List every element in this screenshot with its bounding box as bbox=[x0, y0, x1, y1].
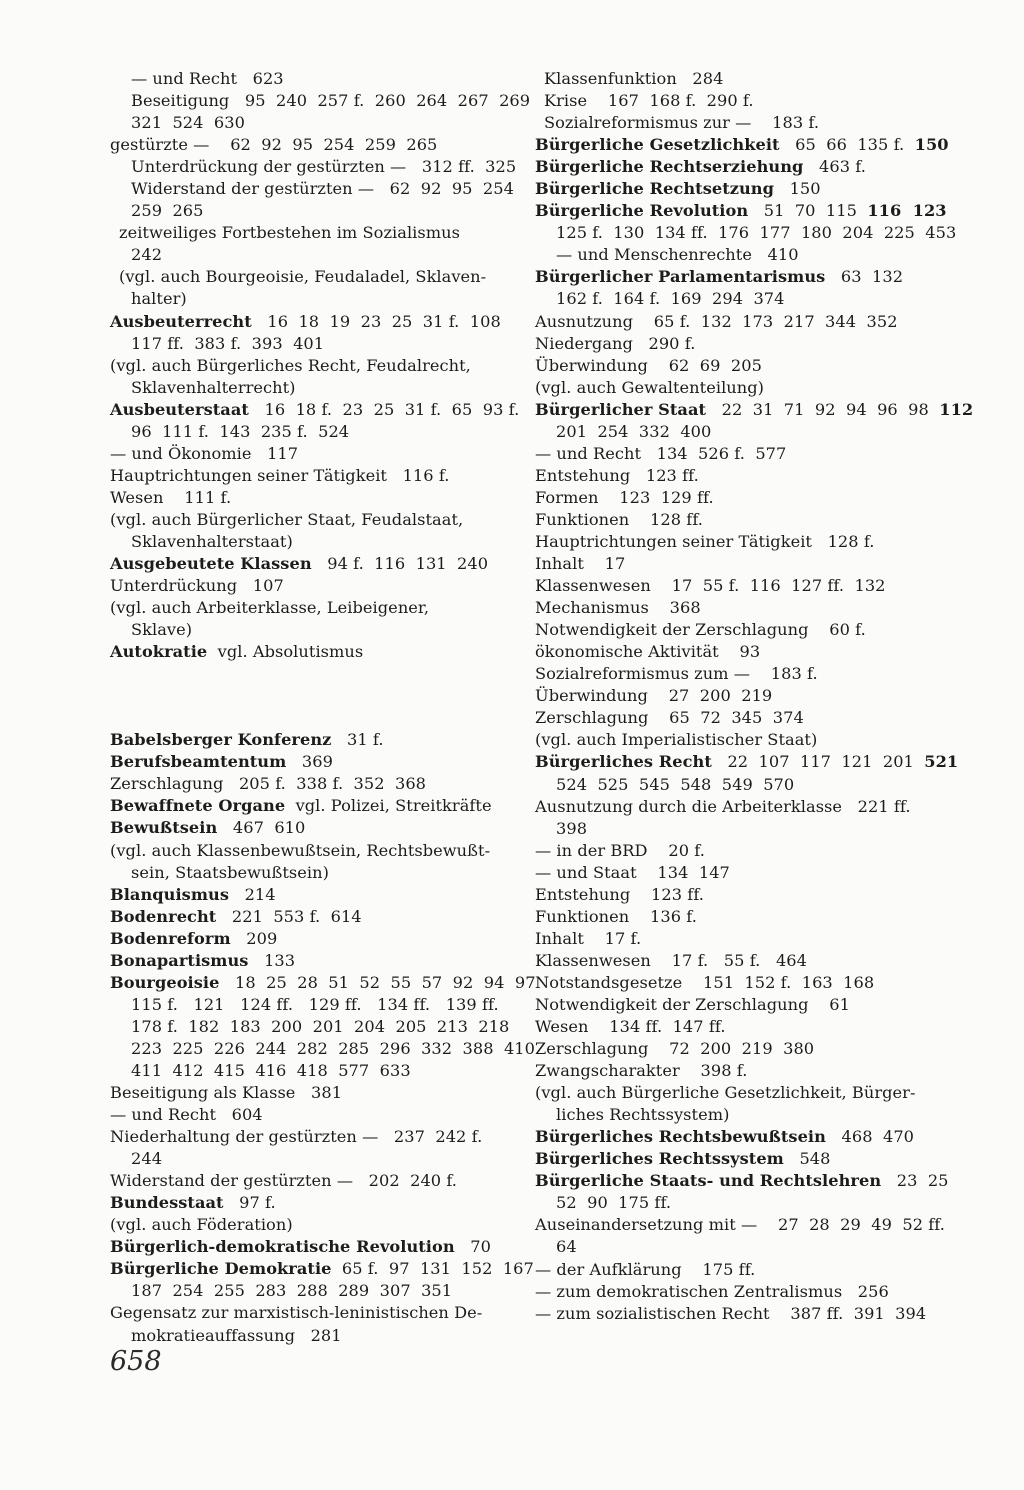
index-line bbox=[110, 906, 530, 928]
index-heading: Ausgebeutete Klassen bbox=[110, 554, 312, 574]
index-heading: Bundesstaat bbox=[110, 1193, 224, 1213]
index-refs: 51 70 115 bbox=[748, 201, 868, 221]
index-heading: Bürgerliche Gesetzlichkeit bbox=[535, 135, 780, 155]
index-refs: 214 bbox=[229, 884, 276, 904]
index-line: Inhalt 17 bbox=[535, 554, 626, 574]
index-line bbox=[535, 266, 980, 288]
index-line: Wesen 134 ff. 147 ff. bbox=[535, 1017, 726, 1037]
index-line: Überwindung 62 69 205 bbox=[535, 355, 762, 375]
index-heading: Ausbeuterrecht bbox=[110, 311, 252, 331]
index-line: zeitweiliges Fortbestehen im Sozialismus bbox=[119, 223, 461, 243]
index-line bbox=[535, 1170, 980, 1192]
index-line: Auseinandersetzung mit — 27 28 29 49 52 ff. bbox=[535, 1215, 945, 1235]
page-number: 658 bbox=[110, 1346, 162, 1377]
index-line bbox=[535, 134, 980, 156]
index-line bbox=[110, 817, 530, 839]
index-line: — zum sozialistischen Recht 387 ff. 391 394 bbox=[535, 1303, 927, 1323]
index-line: (vgl. auch Klassenbewußtsein, Rechtsbewußt- bbox=[110, 840, 491, 860]
index-line: (vgl. auch Bürgerliche Gesetzlichkeit, Bürger- bbox=[535, 1083, 916, 1103]
index-line: Hauptrichtungen seiner Tätigkeit 128 f. bbox=[535, 531, 875, 551]
index-line: halter) bbox=[131, 289, 187, 309]
index-line bbox=[110, 795, 530, 817]
index-line: 64 bbox=[556, 1237, 577, 1257]
index-line: Sklavenhalterstaat) bbox=[131, 531, 293, 551]
index-column-right bbox=[535, 68, 980, 1325]
index-heading: Berufsbeamtentum bbox=[110, 752, 287, 772]
index-line: — der Aufklärung 175 ff. bbox=[535, 1259, 756, 1279]
index-line bbox=[110, 928, 530, 950]
index-line: 411 412 415 416 418 577 633 bbox=[131, 1060, 411, 1080]
index-line: ökonomische Aktivität 93 bbox=[535, 642, 761, 662]
index-line: (vgl. auch Imperialistischer Staat) bbox=[535, 730, 818, 750]
index-refs: 16 18 f. 23 25 31 f. 65 93 f. bbox=[248, 399, 520, 419]
index-line bbox=[110, 1258, 534, 1280]
index-line: — und Staat 134 147 bbox=[535, 862, 730, 882]
index-refs: vgl. Polizei, Streitkräfte bbox=[285, 796, 492, 816]
index-line: Überwindung 27 200 219 bbox=[535, 686, 773, 706]
index-heading: Bourgeoisie bbox=[110, 972, 220, 992]
index-heading: Bürgerlicher Staat bbox=[535, 399, 707, 419]
index-line: 117 ff. 383 f. 393 401 bbox=[131, 333, 325, 353]
index-refs-bold: 521 bbox=[924, 752, 959, 772]
index-line: 524 525 545 548 549 570 bbox=[556, 774, 795, 794]
index-line: gestürzte — 62 92 95 254 259 265 bbox=[110, 135, 438, 155]
index-refs-bold: 112 bbox=[939, 399, 974, 419]
index-line: — und Recht 623 bbox=[131, 69, 284, 88]
index-heading: Blanquismus bbox=[110, 884, 229, 904]
index-line: Zerschlagung 65 72 345 374 bbox=[535, 708, 804, 728]
index-line: Unterdrückung 107 bbox=[110, 576, 284, 596]
index-refs-bold: 116 123 bbox=[867, 201, 947, 221]
index-line: — und Recht 604 bbox=[110, 1105, 263, 1125]
index-line: 244 bbox=[131, 1149, 163, 1169]
index-refs: 18 25 28 51 52 55 57 92 94 97 bbox=[219, 972, 536, 992]
index-line: Klassenwesen 17 55 f. 116 127 ff. 132 bbox=[535, 576, 886, 596]
index-heading: Bürgerliches Rechtsbewußtsein bbox=[535, 1127, 826, 1147]
index-line: 162 f. 164 f. 169 294 374 bbox=[556, 289, 785, 309]
index-refs: 467 610 bbox=[217, 818, 306, 838]
index-line: Sklavenhalterrecht) bbox=[131, 377, 296, 397]
index-line: Sozialreformismus zum — 183 f. bbox=[535, 664, 818, 684]
index-line bbox=[110, 663, 530, 707]
index-line bbox=[110, 399, 530, 421]
index-line: Niederhaltung der gestürzten — 237 242 f. bbox=[110, 1127, 483, 1147]
index-refs: 468 470 bbox=[825, 1127, 915, 1147]
index-refs: 133 bbox=[248, 950, 296, 970]
index-heading: Bürgerliches Rechtssystem bbox=[535, 1149, 784, 1169]
index-refs: 31 f. bbox=[331, 730, 384, 750]
index-line: Zerschlagung 72 200 219 380 bbox=[535, 1039, 815, 1059]
index-line: 201 254 332 400 bbox=[556, 421, 712, 441]
index-refs: 97 f. bbox=[223, 1193, 276, 1213]
index-refs: 70 bbox=[454, 1237, 491, 1257]
index-line: Klassenfunktion 284 bbox=[544, 69, 724, 88]
index-line: mokratieauffassung 281 bbox=[131, 1325, 342, 1345]
index-heading: Autokratie bbox=[110, 642, 208, 662]
index-heading: Bürgerliche Staats- und Rechtslehren bbox=[535, 1171, 882, 1191]
index-line: liches Rechtssystem) bbox=[556, 1105, 730, 1125]
index-line bbox=[535, 1126, 980, 1148]
index-heading: Bürgerliche Rechtsetzung bbox=[535, 179, 774, 199]
index-line: 242 bbox=[131, 245, 163, 265]
index-line: Sozialreformismus zur — 183 f. bbox=[544, 113, 820, 133]
index-line bbox=[110, 729, 530, 751]
index-line: 125 f. 130 134 ff. 176 177 180 204 225 453 bbox=[556, 223, 957, 243]
index-line: Zerschlagung 205 f. 338 f. 352 368 bbox=[110, 774, 427, 794]
index-heading: Bürgerliche Revolution bbox=[535, 201, 749, 221]
index-heading: Bürgerlich-demokratische Revolution bbox=[110, 1237, 455, 1257]
index-heading: Babelsberger Konferenz bbox=[110, 730, 332, 750]
index-line: (vgl. auch Bourgeoisie, Feudaladel, Sklaven- bbox=[119, 267, 487, 287]
index-line bbox=[110, 950, 530, 972]
index-line: Hauptrichtungen seiner Tätigkeit 116 f. bbox=[110, 465, 450, 485]
index-line: Unterdrückung der gestürzten — 312 ff. 325 bbox=[131, 157, 517, 177]
index-line bbox=[535, 399, 980, 421]
index-line: Widerstand der gestürzten — 62 92 95 254 bbox=[131, 179, 514, 199]
index-line: 398 bbox=[556, 818, 588, 838]
index-line: (vgl. auch Föderation) bbox=[110, 1215, 293, 1235]
index-line: Entstehung 123 ff. bbox=[535, 884, 705, 904]
index-line: (vgl. auch Gewaltenteilung) bbox=[535, 377, 765, 397]
index-refs: 548 bbox=[783, 1149, 831, 1169]
index-line: Niedergang 290 f. bbox=[535, 333, 696, 353]
index-heading: Ausbeuterstaat bbox=[110, 399, 249, 419]
index-line: (vgl. auch Arbeiterklasse, Leibeigener, bbox=[110, 598, 430, 618]
index-line bbox=[535, 178, 980, 200]
index-line: Sklave) bbox=[131, 620, 193, 640]
index-line: Beseitigung 95 240 257 f. 260 264 267 269 bbox=[131, 91, 531, 111]
index-heading: Bodenrecht bbox=[110, 906, 217, 926]
index-line: Klassenwesen 17 f. 55 f. 464 bbox=[535, 950, 807, 970]
index-heading: Bürgerliches Recht bbox=[535, 752, 712, 772]
index-line: 96 111 f. 143 235 f. 524 bbox=[131, 421, 350, 441]
index-line bbox=[110, 751, 530, 773]
index-refs: 23 25 bbox=[881, 1171, 949, 1191]
index-line: — und Recht 134 526 f. 577 bbox=[535, 443, 787, 463]
index-line: Beseitigung als Klasse 381 bbox=[110, 1083, 343, 1103]
index-line: 223 225 226 244 282 285 296 332 388 410 bbox=[131, 1038, 535, 1058]
index-line: — und Ökonomie 117 bbox=[110, 443, 299, 463]
index-column-left bbox=[110, 68, 536, 1347]
index-line bbox=[110, 311, 530, 333]
index-line bbox=[535, 156, 980, 178]
index-line bbox=[110, 641, 530, 663]
index-heading: Bodenreform bbox=[110, 928, 231, 948]
index-refs: vgl. Absolutismus bbox=[207, 642, 364, 662]
index-line: Notstandsgesetze 151 152 f. 163 168 bbox=[535, 972, 875, 992]
index-line: 259 265 bbox=[131, 201, 204, 221]
index-heading: Bürgerliche Rechtserziehung bbox=[535, 157, 804, 177]
index-line: Notwendigkeit der Zerschlagung 61 bbox=[535, 994, 850, 1014]
index-heading: Bewußtsein bbox=[110, 818, 218, 838]
index-refs: 65 66 135 f. bbox=[779, 135, 915, 155]
index-line: Ausnutzung durch die Arbeiterklasse 221 ff. bbox=[535, 796, 911, 816]
index-line: Entstehung 123 ff. bbox=[535, 465, 699, 485]
index-line: Gegensatz zur marxistisch-leninistischen De- bbox=[110, 1303, 483, 1323]
index-line: Krise 167 168 f. 290 f. bbox=[544, 91, 754, 111]
index-refs: 209 bbox=[230, 928, 278, 948]
index-line bbox=[110, 707, 530, 729]
index-line: Widerstand der gestürzten — 202 240 f. bbox=[110, 1171, 457, 1191]
index-line: — in der BRD 20 f. bbox=[535, 840, 705, 860]
index-line bbox=[110, 553, 530, 575]
index-heading: Bürgerliche Demokratie bbox=[110, 1259, 332, 1279]
index-refs: 63 132 bbox=[825, 267, 904, 287]
index-line bbox=[535, 751, 980, 773]
index-refs: 16 18 19 23 25 31 f. 108 bbox=[251, 311, 501, 331]
index-line: — zum demokratischen Zentralismus 256 bbox=[535, 1281, 889, 1301]
index-refs-bold: 150 bbox=[914, 135, 949, 155]
index-line: Inhalt 17 f. bbox=[535, 928, 642, 948]
index-refs: 94 f. 116 131 240 bbox=[311, 554, 489, 574]
index-refs: 369 bbox=[286, 752, 333, 772]
index-line: 52 90 175 ff. bbox=[556, 1193, 672, 1213]
index-refs: 22 31 71 92 94 96 98 bbox=[706, 399, 940, 419]
index-line bbox=[535, 200, 980, 222]
index-heading: Bürgerlicher Parlamentarismus bbox=[535, 267, 826, 287]
index-heading: Bewaffnete Organe bbox=[110, 796, 286, 816]
index-line: Ausnutzung 65 f. 132 173 217 344 352 bbox=[535, 311, 898, 331]
index-refs: 221 553 f. 614 bbox=[216, 906, 362, 926]
index-refs: 65 f. 97 131 152 167 bbox=[331, 1259, 534, 1279]
index-line: Wesen 111 f. bbox=[110, 487, 232, 507]
index-line: 187 254 255 283 288 289 307 351 bbox=[131, 1281, 453, 1301]
index-refs: 22 107 117 121 201 bbox=[711, 752, 925, 772]
index-line: (vgl. auch Bürgerlicher Staat, Feudalstaat, bbox=[110, 509, 464, 529]
index-line: sein, Staatsbewußtsein) bbox=[131, 862, 329, 882]
index-line: — und Menschenrechte 410 bbox=[556, 245, 799, 265]
index-line bbox=[110, 1236, 530, 1258]
index-line: (vgl. auch Bürgerliches Recht, Feudalrecht, bbox=[110, 355, 471, 375]
index-line bbox=[110, 1192, 530, 1214]
index-line: Zwangscharakter 398 f. bbox=[535, 1061, 748, 1081]
index-line: Notwendigkeit der Zerschlagung 60 f. bbox=[535, 620, 866, 640]
index-line: 115 f. 121 124 ff. 129 ff. 134 ff. 139 ff. bbox=[131, 994, 499, 1014]
index-refs: 150 bbox=[773, 179, 821, 199]
index-line: Formen 123 129 ff. bbox=[535, 487, 714, 507]
index-line bbox=[535, 1148, 980, 1170]
index-line: Funktionen 136 f. bbox=[535, 906, 697, 926]
index-line: 178 f. 182 183 200 201 204 205 213 218 bbox=[131, 1016, 510, 1036]
index-heading: Bonapartismus bbox=[110, 950, 249, 970]
index-line: Funktionen 128 ff. bbox=[535, 509, 703, 529]
index-line: Mechanismus 368 bbox=[535, 598, 701, 618]
index-line bbox=[110, 884, 530, 906]
index-line: 321 524 630 bbox=[131, 113, 245, 133]
index-line bbox=[110, 972, 536, 994]
index-refs: 463 f. bbox=[803, 157, 866, 177]
